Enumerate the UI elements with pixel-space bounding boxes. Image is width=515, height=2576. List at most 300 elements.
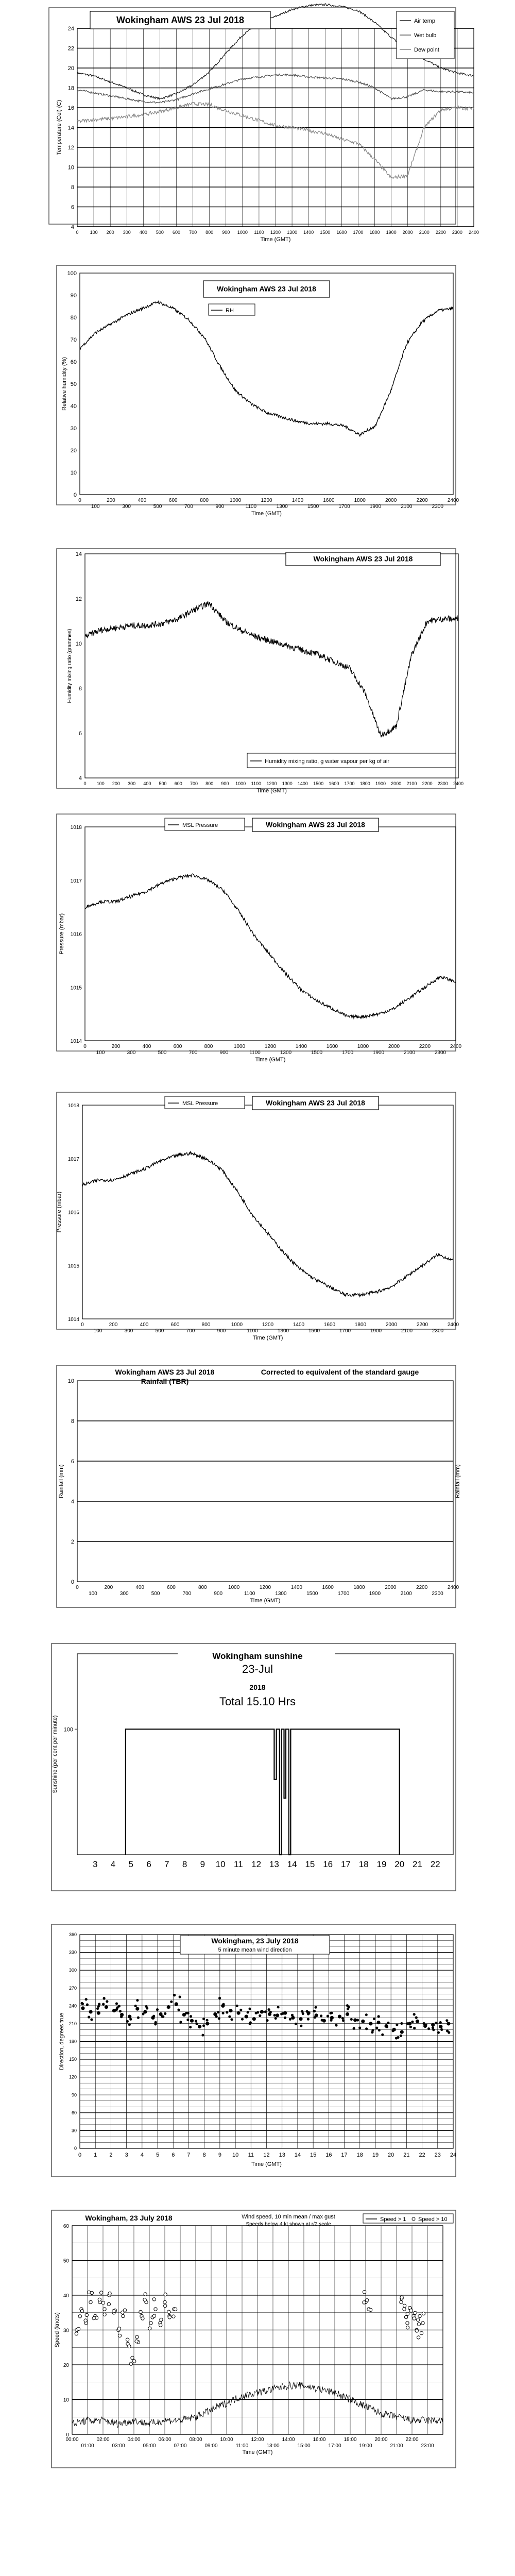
wind-direction-point: [299, 2017, 302, 2021]
wind-direction-point: [202, 2024, 205, 2027]
legend-msl-pressure: MSL Pressure: [182, 822, 218, 828]
x-tick-label: 14:00: [282, 2437, 295, 2443]
x-tick-label: 100: [96, 781, 105, 786]
legend-wet-bulb: Wet bulb: [414, 32, 437, 39]
x-tick-label: 1200: [264, 1044, 277, 1049]
chart-panel-border: [49, 8, 456, 224]
y-tick-label: 300: [68, 1968, 77, 1973]
y-tick-label: 4: [71, 224, 74, 230]
wind-direction-point: [249, 2008, 251, 2010]
x-tick-label: 2000: [391, 781, 402, 786]
x-tick-label: 2000: [385, 1585, 397, 1590]
wind-direction-point: [276, 2013, 279, 2017]
wind-gust-point: [163, 2300, 166, 2303]
chart-title: Wokingham AWS 23 Jul 2018: [217, 284, 316, 293]
x-tick-label: 22: [419, 2152, 425, 2158]
x-tick-label: 900: [217, 1328, 226, 1334]
wind-gust-point: [131, 2356, 134, 2359]
wind-direction-point: [447, 2022, 450, 2025]
chart-panel-8: [52, 1924, 456, 2177]
y-tick-label: 10: [75, 641, 82, 647]
y-tick-label: 12: [67, 145, 74, 151]
x-tick-label: 1200: [266, 781, 277, 786]
y-tick-label: 8: [71, 1418, 74, 1425]
x-tick-label: 23:00: [421, 2443, 434, 2449]
x-tick-label: 200: [111, 1044, 121, 1049]
y-tick-label: 10: [63, 2397, 69, 2403]
x-tick-label: 16: [323, 1859, 333, 1869]
wind-gust-point: [100, 2291, 103, 2294]
wind-direction-point: [217, 2011, 219, 2013]
wind-gust-point: [148, 2327, 151, 2330]
wind-direction-point: [195, 2020, 197, 2022]
wind-gust-point: [418, 2314, 421, 2317]
wind-direction-point: [152, 2015, 155, 2018]
legend-air-temp: Air temp: [414, 18, 435, 24]
wind-direction-point: [396, 2024, 398, 2026]
wind-direction-point: [190, 2019, 194, 2023]
x-tick-label: 1600: [336, 230, 347, 235]
sunshine-total: Total 15.10 Hrs: [219, 1695, 296, 1708]
legend-dew-point: Dew point: [414, 47, 439, 53]
chart-panel-border: [57, 1092, 456, 1329]
x-tick-label: 8: [182, 1859, 187, 1869]
x-tick-label: 500: [158, 1050, 167, 1056]
legend-msl-pressure: MSL Pressure: [182, 1100, 218, 1107]
x-tick-label: 2000: [388, 1044, 400, 1049]
wind-direction-point: [85, 1998, 88, 2001]
y-tick-label: 1018: [70, 825, 82, 831]
wind-direction-point: [397, 2036, 399, 2039]
wind-direction-point: [387, 2022, 389, 2024]
wind-gust-point: [403, 2308, 406, 2311]
wind-gust-point: [84, 2319, 87, 2322]
y-tick-label: 20: [67, 65, 74, 72]
x-tick-label: 17: [340, 1859, 351, 1869]
y-tick-label: 14: [75, 551, 82, 557]
y-tick-label: 1016: [67, 1210, 79, 1216]
wind-direction-point: [391, 2029, 394, 2032]
x-tick-label: 1800: [354, 1322, 367, 1328]
wind-direction-point: [307, 2013, 310, 2015]
x-tick-label: 200: [112, 781, 120, 786]
y-axis-label: Pressure (mbar): [56, 1191, 62, 1233]
y-tick-label: 10: [67, 164, 74, 171]
x-tick-label: 1800: [353, 1585, 365, 1590]
x-tick-label: 1300: [280, 1050, 292, 1056]
x-tick-label: 1700: [337, 1591, 350, 1597]
x-tick-label: 300: [119, 1591, 129, 1597]
chart-title: Wokingham AWS 23 Jul 2018: [313, 554, 413, 563]
wind-direction-point: [356, 2019, 359, 2021]
wind-direction-point: [145, 2005, 147, 2008]
chart-panel-5: [56, 1092, 459, 1341]
chart-panel-border: [52, 1924, 456, 2177]
wind-direction-point: [222, 2003, 225, 2006]
x-tick-label: 0: [81, 1322, 84, 1328]
x-tick-label: 700: [189, 230, 197, 235]
wind-gust-point: [141, 2317, 144, 2320]
wind-direction-point: [282, 2012, 284, 2014]
x-tick-label: 7: [164, 1859, 169, 1869]
x-tick-label: 1000: [228, 1585, 240, 1590]
legend-speed-gust: Speed > 10: [418, 2216, 448, 2223]
wind-direction-point: [189, 2026, 192, 2028]
wind-direction-point: [406, 2022, 408, 2025]
wind-direction-point: [129, 2018, 132, 2021]
x-tick-label: 400: [142, 1044, 151, 1049]
x-tick-label: 24: [450, 2152, 457, 2158]
x-tick-label: 1500: [307, 504, 319, 510]
wind-direction-point: [375, 2027, 378, 2029]
wind-gust-point: [80, 2310, 83, 2313]
wind-gust-point: [107, 2302, 110, 2306]
x-tick-label: 7: [187, 2152, 191, 2158]
x-tick-label: 4: [110, 1859, 116, 1869]
chart-panel-9: [52, 2210, 456, 2468]
wind-direction-point: [415, 2016, 418, 2019]
wind-gust-point: [160, 2318, 163, 2321]
x-tick-label: 1800: [359, 781, 370, 786]
y-tick-label: 360: [68, 1932, 77, 1937]
wind-direction-point: [409, 2026, 412, 2028]
wind-direction-point: [386, 2026, 388, 2028]
x-tick-label: 600: [173, 1044, 182, 1049]
wind-gust-point: [118, 2334, 121, 2337]
x-tick-label: 600: [174, 781, 182, 786]
wind-direction-point: [381, 2033, 384, 2036]
x-tick-label: 2200: [416, 1585, 428, 1590]
wind-direction-point: [307, 2018, 310, 2021]
x-tick-label: 2100: [400, 1591, 412, 1597]
y-tick-label: 270: [68, 1985, 77, 1991]
wind-direction-point: [201, 2034, 204, 2037]
x-tick-label: 1400: [303, 230, 314, 235]
wind-direction-point: [81, 2006, 84, 2010]
wind-direction-point: [423, 2022, 425, 2025]
x-tick-label: 02:00: [96, 2437, 110, 2443]
chart-panel-border: [57, 1365, 456, 1607]
y-tick-label: 50: [70, 381, 77, 387]
y-axis-label: Sunshine (per cent per minute): [52, 1715, 58, 1793]
y-tick-label: 50: [63, 2258, 69, 2264]
x-tick-label: 1100: [251, 781, 261, 786]
wind-gust-point: [164, 2293, 167, 2296]
wind-direction-point: [416, 2020, 419, 2023]
wind-direction-point: [321, 2019, 323, 2021]
x-tick-label: 1000: [231, 1322, 243, 1328]
wind-gust-point: [406, 2326, 409, 2329]
wind-direction-point: [135, 2007, 139, 2011]
x-tick-label: 16: [325, 2152, 332, 2158]
wind-gust-point: [159, 2324, 162, 2327]
x-tick-label: 13: [279, 2152, 285, 2158]
legend-rh: RH: [226, 308, 234, 314]
wind-gust-point: [154, 2308, 157, 2311]
wind-gust-point: [89, 2300, 92, 2303]
wind-gust-point: [144, 2293, 147, 2296]
wind-gust-point: [78, 2315, 81, 2318]
wind-direction-point: [103, 1997, 106, 1999]
x-tick-label: 1900: [386, 230, 397, 235]
x-tick-label: 800: [198, 1585, 207, 1590]
chart-panel-1: [49, 4, 479, 243]
wind-gust-point: [363, 2291, 366, 2294]
y-axis-label: Temperature (Cel) (C): [56, 100, 62, 155]
x-tick-label: 1900: [369, 1591, 381, 1597]
x-tick-label: 100: [89, 1591, 97, 1597]
chart-title: Wokingham AWS 23 Jul 2018: [115, 1368, 215, 1376]
wind-direction-point: [439, 2021, 442, 2024]
y-tick-label: 0: [74, 2146, 77, 2151]
x-tick-label: 9: [200, 1859, 205, 1869]
x-tick-label: 800: [200, 498, 209, 503]
x-tick-label: 2300: [432, 1591, 443, 1597]
wind-direction-point: [142, 2012, 144, 2015]
chart-panel-border: [52, 2210, 456, 2468]
wind-direction-point: [187, 2012, 190, 2014]
wind-direction-point: [445, 2019, 448, 2022]
x-tick-label: 2200: [422, 781, 433, 786]
wind-direction-point: [161, 2015, 164, 2018]
y-tick-label: 0: [71, 1579, 74, 1585]
y-tick-label: 100: [67, 270, 77, 277]
y-tick-label: 60: [63, 2224, 69, 2229]
wind-direction-point: [241, 2018, 244, 2021]
x-tick-label: 1600: [322, 1585, 334, 1590]
wind-direction-point: [274, 2017, 277, 2020]
wind-direction-point: [295, 2023, 297, 2025]
x-tick-label: 11: [234, 1859, 243, 1869]
y-tick-label: 90: [71, 2092, 77, 2098]
x-tick-label: 2100: [401, 1328, 413, 1334]
x-tick-label: 15: [310, 2152, 317, 2158]
x-tick-label: 16:00: [313, 2437, 326, 2443]
wind-direction-point: [115, 2008, 118, 2011]
x-tick-label: 1500: [306, 1591, 318, 1597]
wind-direction-point: [175, 2002, 178, 2006]
y-tick-label: 1015: [70, 985, 82, 991]
x-tick-label: 200: [109, 1322, 118, 1328]
wind-direction-point: [268, 2008, 270, 2011]
x-tick-label: 600: [167, 1585, 176, 1590]
wind-gust-point: [135, 2340, 138, 2343]
wind-direction-point: [353, 2027, 355, 2030]
x-tick-label: 2100: [403, 1050, 416, 1056]
wind-gust-point: [75, 2332, 78, 2335]
wind-gust-point: [415, 2329, 418, 2332]
x-tick-label: 600: [170, 1322, 180, 1328]
y-tick-label: 2: [71, 1539, 74, 1545]
x-tick-label: 100: [90, 230, 98, 235]
x-tick-label: 2000: [402, 230, 413, 235]
y-tick-label: 10: [70, 470, 77, 476]
wind-direction-point: [136, 1999, 139, 2002]
x-tick-label: 0: [83, 1044, 87, 1049]
x-tick-label: 2300: [432, 1328, 444, 1334]
wind-gust-point: [164, 2304, 167, 2307]
x-tick-label: 1500: [320, 230, 331, 235]
wind-gust-point: [369, 2308, 372, 2311]
wind-direction-point: [218, 2017, 220, 2020]
x-tick-label: 19: [376, 1859, 387, 1869]
x-tick-label: 100: [91, 504, 100, 510]
wind-direction-point: [284, 2016, 286, 2019]
x-tick-label: 1200: [261, 498, 272, 503]
x-tick-label: 2200: [416, 498, 428, 503]
x-tick-label: 300: [124, 1328, 133, 1334]
x-tick-label: 13: [269, 1859, 279, 1869]
wind-gust-point: [417, 2323, 420, 2326]
wind-direction-point: [226, 2011, 228, 2013]
x-tick-label: 1300: [277, 1328, 289, 1334]
wind-gust-point: [406, 2321, 409, 2325]
wind-direction-point: [97, 2011, 100, 2015]
x-tick-label: 1700: [353, 230, 364, 235]
chart-year: 2018: [249, 1683, 266, 1691]
wind-gust-point: [422, 2312, 425, 2315]
wind-direction-point: [88, 2016, 90, 2019]
wind-direction-point: [205, 2022, 209, 2025]
wind-direction-point: [245, 2015, 248, 2019]
wind-direction-point: [128, 2015, 131, 2019]
x-tick-label: 0: [78, 498, 81, 503]
x-tick-label: 03:00: [112, 2443, 125, 2449]
x-tick-label: 2400: [447, 498, 459, 503]
wind-direction-point: [400, 2030, 404, 2034]
y-tick-label: 1016: [70, 931, 82, 938]
wind-gust-point: [366, 2299, 369, 2302]
wind-direction-point: [134, 2005, 137, 2007]
wind-gust-point: [414, 2311, 417, 2314]
x-tick-label: 18: [358, 1859, 369, 1869]
x-tick-label: 1200: [259, 1585, 271, 1590]
chart-note: Speeds below 4 kt shown at r/2 scale: [246, 2222, 331, 2227]
x-tick-label: 300: [123, 230, 131, 235]
wind-gust-point: [123, 2309, 126, 2312]
wind-direction-point: [400, 2035, 402, 2037]
x-tick-label: 10: [232, 2152, 239, 2158]
x-tick-label: 05:00: [143, 2443, 156, 2449]
wind-direction-point: [202, 2018, 205, 2020]
wind-direction-point: [218, 1997, 221, 1999]
wind-direction-point: [361, 2020, 365, 2023]
y-tick-label: 12: [75, 596, 82, 602]
chart-title: Wokingham AWS 23 Jul 2018: [266, 820, 365, 829]
wind-direction-point: [342, 2019, 345, 2022]
x-tick-label: 700: [182, 1591, 192, 1597]
x-tick-label: 800: [205, 230, 214, 235]
x-tick-label: 00:00: [65, 2437, 79, 2443]
wind-direction-point: [377, 2015, 380, 2018]
x-tick-label: 15:00: [297, 2443, 311, 2449]
y-tick-label: 1018: [67, 1103, 79, 1109]
x-tick-label: 6: [146, 1859, 151, 1869]
y-tick-label: 14: [67, 125, 74, 131]
wind-direction-point: [435, 2022, 437, 2024]
wind-direction-point: [137, 2016, 140, 2019]
x-tick-label: 600: [172, 230, 181, 235]
wind-gust-point: [152, 2314, 156, 2317]
x-tick-label: 19:00: [359, 2443, 372, 2449]
x-tick-label: 6: [171, 2152, 175, 2158]
wind-direction-point: [369, 2022, 372, 2025]
wind-direction-point: [320, 2014, 322, 2017]
x-tick-label: 15: [305, 1859, 315, 1869]
wind-gust-point: [167, 2310, 170, 2313]
wind-direction-point: [96, 2007, 99, 2010]
wind-direction-point: [269, 2011, 272, 2013]
chart-panel-3: [57, 549, 464, 794]
y-tick-label: 240: [68, 2003, 77, 2009]
wind-direction-point: [365, 2027, 368, 2030]
wind-direction-point: [259, 2014, 261, 2017]
x-tick-label: 21: [403, 2152, 410, 2158]
wind-direction-point: [302, 2012, 304, 2015]
x-tick-label: 1400: [297, 781, 308, 786]
wind-gust-point: [139, 2310, 142, 2313]
wind-direction-point: [90, 2018, 93, 2021]
x-tick-label: 500: [153, 504, 162, 510]
y-tick-label: 10: [67, 1378, 74, 1384]
x-tick-label: 10:00: [220, 2437, 233, 2443]
x-tick-label: 700: [186, 1328, 195, 1334]
chart-title: Wokingham, 23 July 2018: [85, 2214, 173, 2222]
wind-direction-point: [222, 2012, 225, 2014]
chart-panel-border: [57, 549, 456, 788]
y-tick-label: 6: [71, 204, 74, 211]
x-tick-label: 19: [372, 2152, 379, 2158]
x-tick-label: 20: [394, 1859, 405, 1869]
wind-gust-point: [133, 2360, 136, 2363]
wind-direction-point: [126, 2020, 129, 2023]
y-tick-label: 80: [70, 315, 77, 321]
x-tick-label: 1700: [344, 781, 355, 786]
wind-direction-point: [411, 2021, 414, 2023]
wind-gust-point: [416, 2318, 419, 2321]
x-tick-label: 1800: [357, 1044, 369, 1049]
x-tick-label: 20:00: [374, 2437, 388, 2443]
x-axis-label: Time (GMT): [252, 1335, 283, 1341]
x-tick-label: 1600: [326, 1044, 338, 1049]
wind-direction-point: [400, 2022, 403, 2025]
y-tick-label: 0: [66, 2432, 69, 2438]
wind-gust-point: [172, 2315, 175, 2318]
x-tick-label: 1000: [229, 498, 242, 503]
wind-gust-point: [420, 2331, 423, 2334]
x-tick-label: 500: [159, 781, 167, 786]
y-tick-label: 90: [70, 293, 77, 299]
x-tick-label: 100: [96, 1050, 105, 1056]
x-tick-label: 1300: [275, 1591, 287, 1597]
wind-direction-point: [289, 2018, 291, 2021]
x-tick-label: 04:00: [127, 2437, 141, 2443]
y2-axis-label: Rainfall (mm): [455, 1464, 461, 1498]
chart-panel-2: [57, 265, 459, 517]
x-tick-label: 1900: [370, 1328, 382, 1334]
x-tick-label: 800: [205, 781, 214, 786]
wind-direction-point: [330, 2019, 332, 2022]
x-tick-label: 1200: [270, 230, 281, 235]
wind-direction-point: [177, 2009, 180, 2011]
y-tick-label: 100: [63, 1726, 73, 1733]
x-tick-label: 400: [138, 498, 147, 503]
x-tick-label: 0: [83, 781, 87, 786]
x-tick-label: 22: [430, 1859, 440, 1869]
x-tick-label: 17:00: [328, 2443, 341, 2449]
x-tick-label: 1: [94, 2152, 97, 2158]
x-tick-label: 300: [122, 504, 131, 510]
